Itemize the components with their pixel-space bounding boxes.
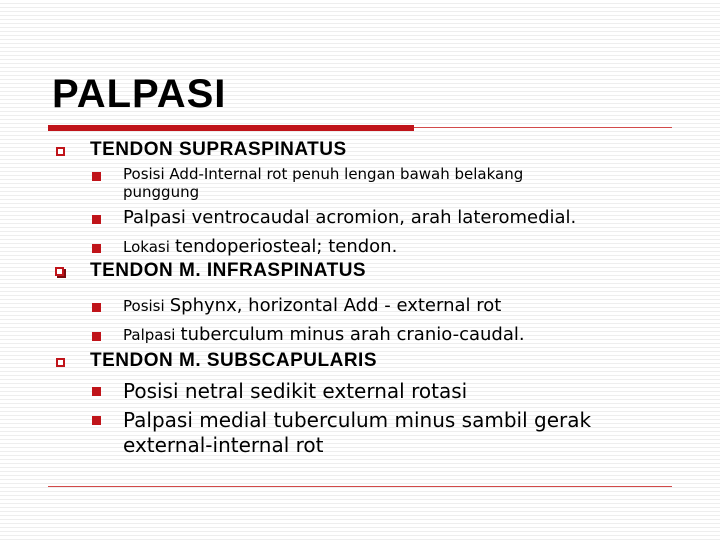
filled-square-bullet-icon [92,332,101,341]
filled-square-bullet-icon [92,244,101,253]
hollow-square-bullet-icon [56,147,65,156]
item-text: Palpasi medial tuberculum minus sambil gerak [123,408,592,432]
slide-title: PALPASI [52,72,227,116]
item-text: Palpasi ventrocaudal acromion, arah lateromedial. [123,207,577,228]
section-heading-supraspinatus: TENDON SUPRASPINATUS [90,139,347,160]
item-text: tuberculum minus arah cranio-caudal. [180,324,525,345]
item-text-continued: punggung [123,183,200,201]
item-text: Posisi Add-Internal rot penuh lengan bawah belakang [123,165,524,183]
filled-square-bullet-icon [92,172,101,181]
title-underline [414,127,672,128]
filled-square-bullet-icon [92,215,101,224]
item-text-continued: external-internal rot [123,433,324,457]
filled-square-bullet-icon [92,416,101,425]
item-lead: Palpasi [123,326,176,344]
item-text: Sphynx, horizontal Add - external rot [169,295,502,316]
section-heading-subscapularis: TENDON M. SUBSCAPULARIS [90,350,378,371]
item-lead: Posisi [123,297,165,315]
list-item [123,236,397,257]
item-text: tendoperiosteal; tendon. [174,236,398,257]
list-item [123,324,525,345]
section-heading-infraspinatus: TENDON M. INFRASPINATUS [90,260,367,281]
title-underline-accent [48,125,414,131]
list-item [123,295,501,316]
hollow-square-bullet-icon [56,358,65,367]
footer-rule [48,486,672,487]
shadow-square-bullet-icon [55,267,64,276]
item-text: Posisi netral sedikit external rotasi [123,379,468,403]
item-lead: Lokasi [123,238,170,256]
filled-square-bullet-icon [92,387,101,396]
filled-square-bullet-icon [92,303,101,312]
